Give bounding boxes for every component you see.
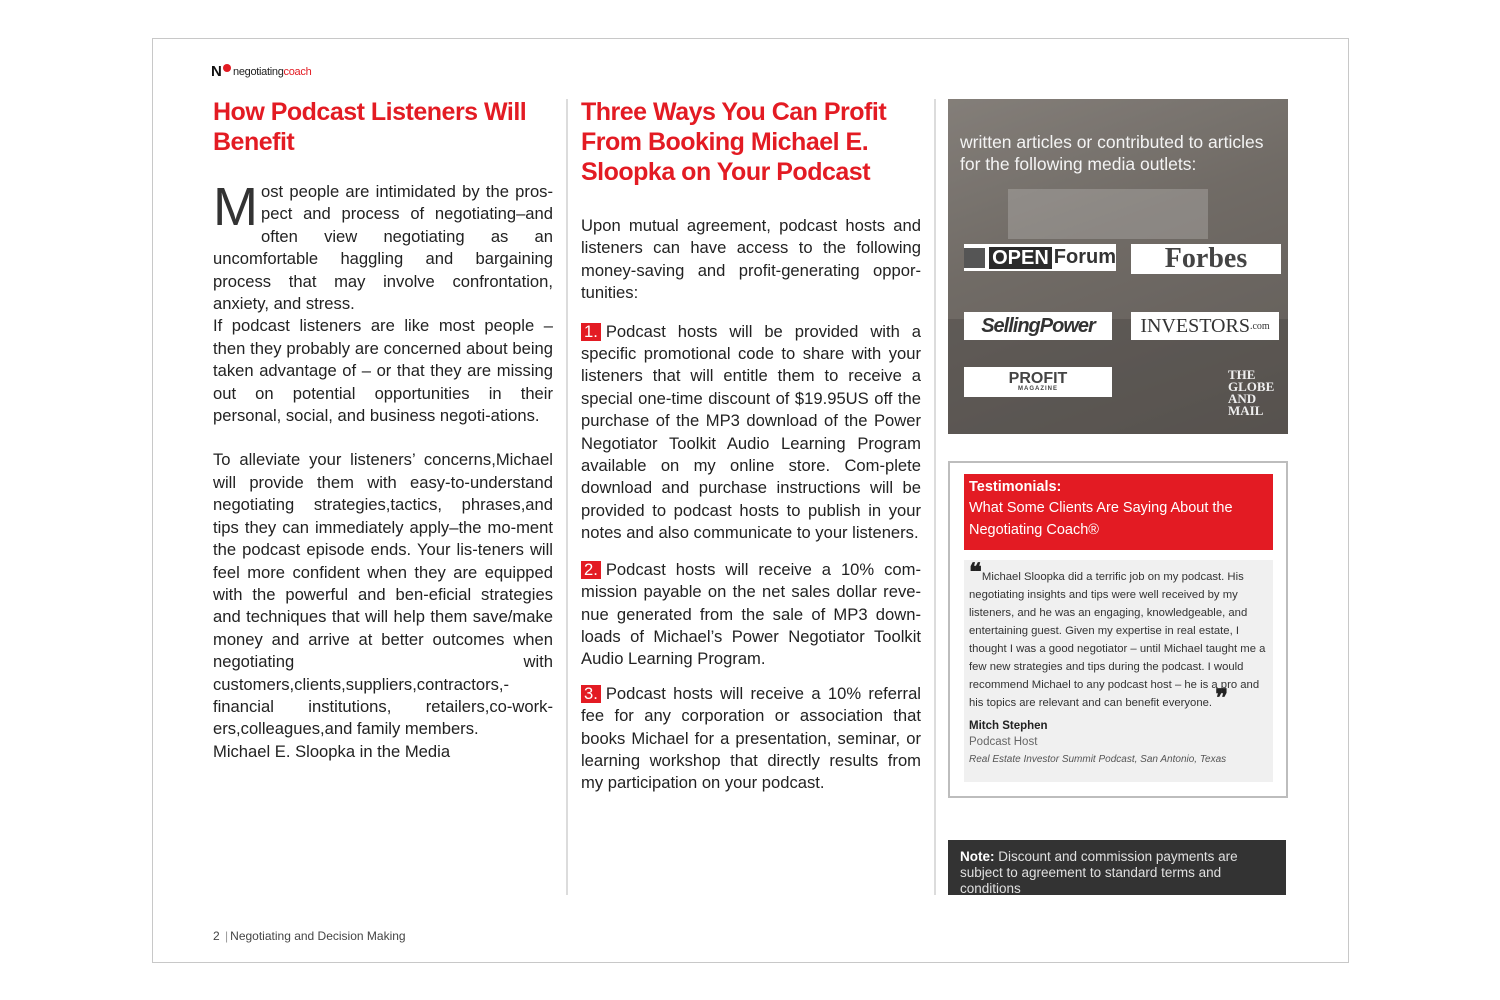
amex-icon (964, 248, 985, 268)
testimonial-organization: Real Estate Investor Summit Podcast, San Antonio, Texas (969, 754, 1227, 765)
testimonial-role: Podcast Host (969, 736, 1038, 748)
list-item-3: 3. Podcast hosts will receive a 10% referral fee for any corporation or association that books Michael for a presentation, seminar, or learning workshop that directly results from my participation on your podcast. (581, 683, 921, 793)
left-para-4: Michael E. Sloopka in the Media (213, 741, 451, 761)
testimonials-subtitle: What Some Clients Are Saying About the Negotiating Coach® (969, 500, 1233, 538)
middle-intro: Upon mutual agreement, podcast hosts and listeners can have access to the following money-saving and profit-generating oppor-tunities: (581, 216, 921, 303)
item-number-badge: 2. (581, 561, 601, 579)
dropcap: M (213, 177, 258, 237)
logo-icon: N (211, 64, 231, 79)
note-box (948, 840, 1286, 895)
forbes-logo: Forbes (1131, 244, 1281, 274)
open-quote-icon: ❝ (969, 560, 982, 586)
open-forum-logo: OPEN Forum (964, 244, 1116, 271)
left-para-1: Most people are intimidated by the pros-pect and process of negotiating–and often view negotiating as an uncomfortable haggling and bargaining process that may involve confrontation, anxiety, and stress. (213, 177, 553, 314)
item-number-badge: 3. (581, 685, 601, 703)
close-quote-icon: ❞ (1215, 686, 1229, 712)
middle-heading: Three Ways You Can Profit From Booking Michael E. Sloopka on Your Podcast (581, 98, 887, 186)
profit-magazine-logo: PROFIT MAGAZINE (964, 367, 1112, 397)
media-intro-text: written articles or contributed to articles for the following media outlets: (960, 132, 1264, 174)
testimonials-header (964, 474, 1273, 550)
left-body (213, 177, 553, 763)
column-divider (934, 99, 936, 895)
list-item-1: 1. Podcast hosts will be provided with a specific promotional code to share with your listeners that will entitle them to receive a special one-time discount of $19.95US off the purchase of the MP3 download of the Power Negotiator Toolkit Audio Learning Program available on my online store. Com-plete download and purchase instructions will be provided to podcast hosts to publish in your notes and also communicate to your listeners. (581, 321, 921, 543)
logo-text: negotiatingcoach (233, 65, 312, 78)
left-column (213, 97, 553, 763)
note-text: Discount and commission payments are subject to agreement to standard terms and conditions (960, 849, 1238, 896)
left-para-3: To alleviate your listeners’ concerns,Michael will provide them with easy-to-understand negotiating strategies,tactics, phrases,and tips they can immediately apply–the mo-ment the podcast episode ends. Your lis-teners will feel more confident when they are equipped with the powerful and ben-eficial strategies and techniques that will help them save/make money and arrive at better outcomes when negotiating with customers,clients,suppliers,contractors,-financial institutions, retailers,co-work-ers,colleagues,and family members. (213, 450, 553, 739)
item-number-badge: 1. (581, 323, 601, 341)
selling-power-logo: SellingPower (964, 312, 1112, 340)
testimonials-title: Testimonials: (969, 479, 1062, 495)
list-item-2: 2. Podcast hosts will receive a 10% com-mission payable on the net sales dollar reve-nue generated from the sale of MP3 down-loads of Michael’s Power Negotiator Toolkit Audio Learning Program. (581, 559, 921, 669)
note-label: Note: (960, 849, 995, 864)
globe-and-mail-logo: THE GLOBE AND MAIL (1228, 367, 1275, 418)
media-outlets-panel (948, 99, 1288, 434)
left-para-2: If podcast listeners are like most people – then they probably are concerned about being taken advantage of – or that they are missing out on potential opportunities in their personal, social, and business negoti-ations. (213, 316, 553, 426)
footer-title: Negotiating and Decision Making (230, 929, 406, 943)
document-page (152, 38, 1349, 963)
middle-body (581, 215, 921, 795)
brand-logo (211, 64, 311, 79)
testimonial-card (964, 560, 1273, 782)
investors-logo: INVESTORS .com (1131, 312, 1279, 340)
middle-column (581, 97, 921, 795)
left-heading: How Podcast Listeners Will Benefit (213, 98, 527, 156)
column-divider (566, 99, 568, 895)
testimonial-quote: ❝Michael Sloopka did a terrific job on my podcast. His negotiating insights and tips were well received by my listeners, and he was an engaging, knowledgeable, and entertaining guest. Given my expertise in real estate, I thought I was a good negotiator – until Michael taught me a few new strategies and tips during the podcast. I would recommend Michael to any podcast host – he is a pro and his topics are relevant and can benefit everyone. ❞ (969, 560, 1266, 712)
page-number: 2 (213, 929, 220, 943)
page-footer: 2 | Negotiating and Decision Making (213, 929, 406, 943)
testimonial-author: Mitch Stephen (969, 720, 1048, 732)
testimonials-box (948, 461, 1288, 798)
